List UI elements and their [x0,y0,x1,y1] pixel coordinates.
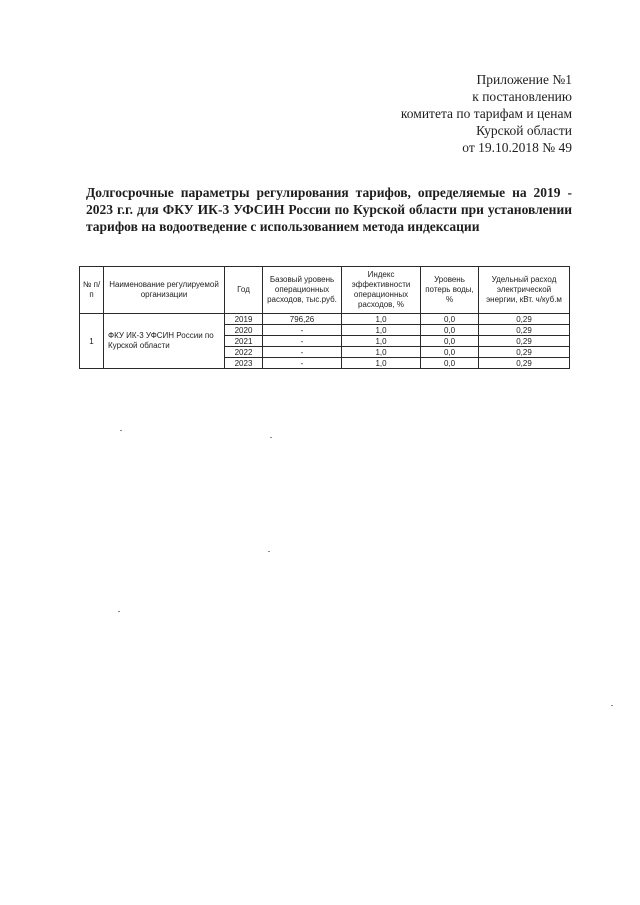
cell-org: ФКУ ИК-3 УФСИН России по Курской области [104,314,225,369]
header-base-costs: Базовый уровень операционных расходов, тыс.руб. [263,267,342,314]
scan-speck [270,437,272,438]
cell-energy: 0,29 [479,314,570,325]
cell-loss: 0,0 [421,325,479,336]
appendix-header [352,71,572,156]
header-water-loss: Уровень потерь воды, % [421,267,479,314]
cell-base: - [263,336,342,347]
cell-loss: 0,0 [421,336,479,347]
scan-speck [268,551,270,552]
parameters-table [79,266,570,369]
appendix-region: Курской области [476,123,572,138]
cell-year: 2020 [225,325,263,336]
header-org: Наименование регулируемой организации [104,267,225,314]
appendix-date: от 19.10.2018 № 49 [462,140,572,155]
header-energy: Удельный расход электрической энергии, кВт. ч/куб.м [479,267,570,314]
cell-energy: 0,29 [479,336,570,347]
cell-base: - [263,358,342,369]
scan-speck [120,430,122,431]
cell-base: 796,26 [263,314,342,325]
cell-index: 1,0 [342,336,421,347]
cell-index: 1,0 [342,325,421,336]
cell-year: 2019 [225,314,263,325]
cell-num: 1 [80,314,104,369]
cell-index: 1,0 [342,347,421,358]
header-efficiency-index: Индекс эффективности операционных расходов, % [342,267,421,314]
table-row [80,314,570,325]
cell-index: 1,0 [342,358,421,369]
cell-year: 2023 [225,358,263,369]
scan-speck [611,705,613,706]
document-title: Долгосрочные параметры регулирования тарифов, определяемые на 2019 - 2023 г.г. для ФКУ ИК-3 УФСИН России по Курской области при установлении тарифов на водоотведение с использованием метода индексации [86,185,572,234]
cell-loss: 0,0 [421,358,479,369]
cell-energy: 0,29 [479,347,570,358]
appendix-number: Приложение №1 [476,72,572,87]
cell-energy: 0,29 [479,325,570,336]
cell-year: 2022 [225,347,263,358]
cell-base: - [263,347,342,358]
appendix-committee: комитета по тарифам и ценам [400,106,572,121]
header-num: № п/п [80,267,104,314]
cell-index: 1,0 [342,314,421,325]
scan-speck [118,611,120,612]
cell-loss: 0,0 [421,347,479,358]
appendix-ref: к постановлению [472,89,572,104]
table-header-row [80,267,570,314]
cell-loss: 0,0 [421,314,479,325]
cell-year: 2021 [225,336,263,347]
header-year: Год [225,267,263,314]
cell-energy: 0,29 [479,358,570,369]
cell-base: - [263,325,342,336]
